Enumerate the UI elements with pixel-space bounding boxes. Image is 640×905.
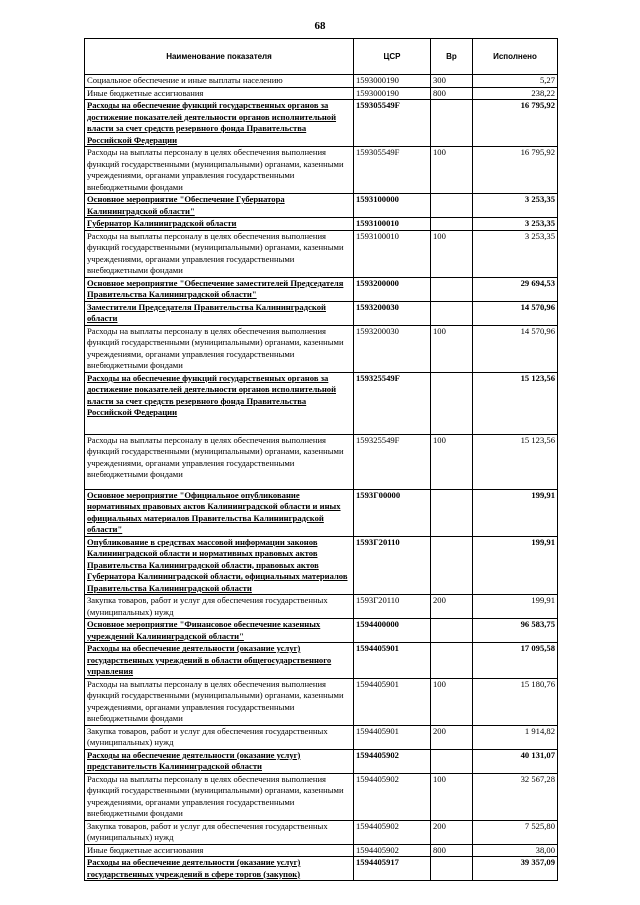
vr-cell: 800 — [431, 87, 473, 100]
vr-cell — [431, 857, 473, 881]
indicator-name-cell: Основное мероприятие "Официальное опубликование нормативных правовых актов Калининградской области и иных официальных материалов Правительства Калининградской области" — [85, 489, 354, 536]
executed-amount-cell: 199,91 — [473, 595, 558, 619]
vr-cell — [431, 536, 473, 595]
header-vr: Вр — [431, 39, 473, 75]
vr-cell — [431, 489, 473, 536]
table-row — [85, 489, 558, 536]
csr-cell: 1594405902 — [354, 844, 431, 857]
csr-cell: 1594405901 — [354, 643, 431, 679]
csr-cell: 1593200030 — [354, 301, 431, 325]
vr-cell: 200 — [431, 595, 473, 619]
indicator-name-cell: Расходы на обеспечение функций государственных органов за достижение показателей деятельности органов исполнительной власти за счет средств резервного фонда Правительства Российской Федерации — [85, 100, 354, 147]
csr-cell: 1593100010 — [354, 230, 431, 277]
csr-cell: 159325549F — [354, 434, 431, 489]
vr-cell: 100 — [431, 678, 473, 725]
executed-amount-cell: 1 914,82 — [473, 725, 558, 749]
table-row — [85, 100, 558, 147]
indicator-name-cell: Закупка товаров, работ и услуг для обеспечения государственных (муниципальных) нужд — [85, 820, 354, 844]
csr-cell: 1593000190 — [354, 75, 431, 88]
csr-cell: 159305549F — [354, 100, 431, 147]
table-row — [85, 678, 558, 725]
indicator-name-cell: Расходы на выплаты персоналу в целях обеспечения выполнения функций государственными (муниципальными) органами, казенными учреждениями, органами управления государственными внебюджетными фондами — [85, 773, 354, 820]
csr-cell: 1593100010 — [354, 218, 431, 231]
executed-amount-cell: 17 095,58 — [473, 643, 558, 679]
csr-cell: 1593200030 — [354, 325, 431, 372]
indicator-name-cell: Расходы на выплаты персоналу в целях обеспечения выполнения функций государственными (муниципальными) органами, казенными учреждениями, органами управления государственными внебюджетными фондами — [85, 230, 354, 277]
indicator-name-cell: Расходы на выплаты персоналу в целях обеспечения выполнения функций государственными (муниципальными) органами, казенными учреждениями, органами управления государственными внебюджетными фондами — [85, 147, 354, 194]
csr-cell: 1594405902 — [354, 820, 431, 844]
executed-amount-cell: 16 795,92 — [473, 100, 558, 147]
vr-cell — [431, 218, 473, 231]
executed-amount-cell: 5,27 — [473, 75, 558, 88]
vr-cell — [431, 749, 473, 773]
csr-cell: 1593Г20110 — [354, 595, 431, 619]
executed-amount-cell: 29 694,53 — [473, 277, 558, 301]
vr-cell — [431, 372, 473, 434]
table-header-row — [85, 39, 558, 75]
vr-cell: 300 — [431, 75, 473, 88]
vr-cell: 100 — [431, 230, 473, 277]
csr-cell: 1594400000 — [354, 619, 431, 643]
csr-cell: 1593000190 — [354, 87, 431, 100]
executed-amount-cell: 3 253,35 — [473, 194, 558, 218]
indicator-name-cell: Расходы на обеспечение деятельности (оказание услуг) представительств Калининградской области — [85, 749, 354, 773]
indicator-name-cell: Социальное обеспечение и иные выплаты населению — [85, 75, 354, 88]
vr-cell — [431, 643, 473, 679]
indicator-name-cell: Расходы на обеспечение деятельности (оказание услуг) государственных учреждений в сфере торгов (закупок) — [85, 857, 354, 881]
indicator-name-cell: Расходы на выплаты персоналу в целях обеспечения выполнения функций государственными (муниципальными) органами, казенными учреждениями, органами управления государственными внебюджетными фондами — [85, 678, 354, 725]
table-row — [85, 230, 558, 277]
executed-amount-cell: 14 570,96 — [473, 301, 558, 325]
table-row — [85, 372, 558, 434]
table-row — [85, 301, 558, 325]
executed-amount-cell: 3 253,35 — [473, 230, 558, 277]
indicator-name-cell: Губернатор Калининградской области — [85, 218, 354, 231]
executed-amount-cell: 38,00 — [473, 844, 558, 857]
vr-cell: 200 — [431, 725, 473, 749]
table-row — [85, 725, 558, 749]
vr-cell — [431, 277, 473, 301]
vr-cell: 100 — [431, 434, 473, 489]
table-row — [85, 87, 558, 100]
table-row — [85, 749, 558, 773]
vr-cell — [431, 301, 473, 325]
budget-table — [84, 38, 558, 881]
executed-amount-cell: 40 131,07 — [473, 749, 558, 773]
executed-amount-cell: 199,91 — [473, 489, 558, 536]
executed-amount-cell: 14 570,96 — [473, 325, 558, 372]
csr-cell: 1593100000 — [354, 194, 431, 218]
table-row — [85, 643, 558, 679]
table-row — [85, 75, 558, 88]
indicator-name-cell: Расходы на выплаты персоналу в целях обеспечения выполнения функций государственными (муниципальными) органами, казенными учреждениями, органами управления государственными внебюджетными фондами — [85, 325, 354, 372]
table-row — [85, 434, 558, 489]
table-row — [85, 218, 558, 231]
executed-amount-cell: 3 253,35 — [473, 218, 558, 231]
table-row — [85, 595, 558, 619]
executed-amount-cell: 16 795,92 — [473, 147, 558, 194]
indicator-name-cell: Основное мероприятие "Обеспечение заместителей Председателя Правительства Калининградской области" — [85, 277, 354, 301]
table-row — [85, 773, 558, 820]
csr-cell: 159325549F — [354, 372, 431, 434]
executed-amount-cell: 39 357,09 — [473, 857, 558, 881]
indicator-name-cell: Расходы на обеспечение функций государственных органов за достижение показателей деятельности органов исполнительной власти за счет средств резервного фонда Правительства Российской Федерации — [85, 372, 354, 434]
vr-cell: 100 — [431, 773, 473, 820]
csr-cell: 1593200000 — [354, 277, 431, 301]
indicator-name-cell: Расходы на выплаты персоналу в целях обеспечения выполнения функций государственными (муниципальными) органами, казенными учреждениями, органами управления государственными внебюджетными фондами — [85, 434, 354, 489]
indicator-name-cell: Заместители Председателя Правительства Калининградской области — [85, 301, 354, 325]
csr-cell: 1593Г20110 — [354, 536, 431, 595]
indicator-name-cell: Иные бюджетные ассигнования — [85, 87, 354, 100]
header-csr: ЦСР — [354, 39, 431, 75]
executed-amount-cell: 15 123,56 — [473, 434, 558, 489]
vr-cell: 100 — [431, 325, 473, 372]
table-row — [85, 147, 558, 194]
indicator-name-cell: Основное мероприятие "Обеспечение Губернатора Калининградской области" — [85, 194, 354, 218]
header-executed: Исполнено — [473, 39, 558, 75]
indicator-name-cell: Опубликование в средствах массовой информации законов Калининградской области и нормативных правовых актов Правительства Калининградской области, правовых актов Губернатора Калининградской области, официальных материалов Правительства Калининградской области — [85, 536, 354, 595]
executed-amount-cell: 7 525,80 — [473, 820, 558, 844]
header-indicator-name: Наименование показателя — [85, 39, 354, 75]
table-row — [85, 277, 558, 301]
executed-amount-cell: 199,91 — [473, 536, 558, 595]
indicator-name-cell: Закупка товаров, работ и услуг для обеспечения государственных (муниципальных) нужд — [85, 595, 354, 619]
indicator-name-cell: Закупка товаров, работ и услуг для обеспечения государственных (муниципальных) нужд — [85, 725, 354, 749]
csr-cell: 1594405901 — [354, 725, 431, 749]
vr-cell — [431, 100, 473, 147]
vr-cell: 100 — [431, 147, 473, 194]
executed-amount-cell: 32 567,28 — [473, 773, 558, 820]
executed-amount-cell: 238,22 — [473, 87, 558, 100]
csr-cell: 1594405917 — [354, 857, 431, 881]
executed-amount-cell: 15 123,56 — [473, 372, 558, 434]
csr-cell: 1594405901 — [354, 678, 431, 725]
table-row — [85, 857, 558, 881]
table-row — [85, 325, 558, 372]
table-row — [85, 194, 558, 218]
csr-cell: 159305549F — [354, 147, 431, 194]
table-row — [85, 844, 558, 857]
table-row — [85, 536, 558, 595]
table-body — [85, 75, 558, 881]
vr-cell: 200 — [431, 820, 473, 844]
csr-cell: 1594405902 — [354, 773, 431, 820]
table-row — [85, 820, 558, 844]
csr-cell: 1594405902 — [354, 749, 431, 773]
vr-cell — [431, 194, 473, 218]
page-number: 68 — [314, 20, 326, 32]
indicator-name-cell: Иные бюджетные ассигнования — [85, 844, 354, 857]
vr-cell: 800 — [431, 844, 473, 857]
indicator-name-cell: Расходы на обеспечение деятельности (оказание услуг) государственных учреждений в области общегосударственного управления — [85, 643, 354, 679]
executed-amount-cell: 96 583,75 — [473, 619, 558, 643]
vr-cell — [431, 619, 473, 643]
executed-amount-cell: 15 180,76 — [473, 678, 558, 725]
indicator-name-cell: Основное мероприятие "Финансовое обеспечение казенных учреждений Калининградской области" — [85, 619, 354, 643]
table-row — [85, 619, 558, 643]
csr-cell: 1593Г00000 — [354, 489, 431, 536]
